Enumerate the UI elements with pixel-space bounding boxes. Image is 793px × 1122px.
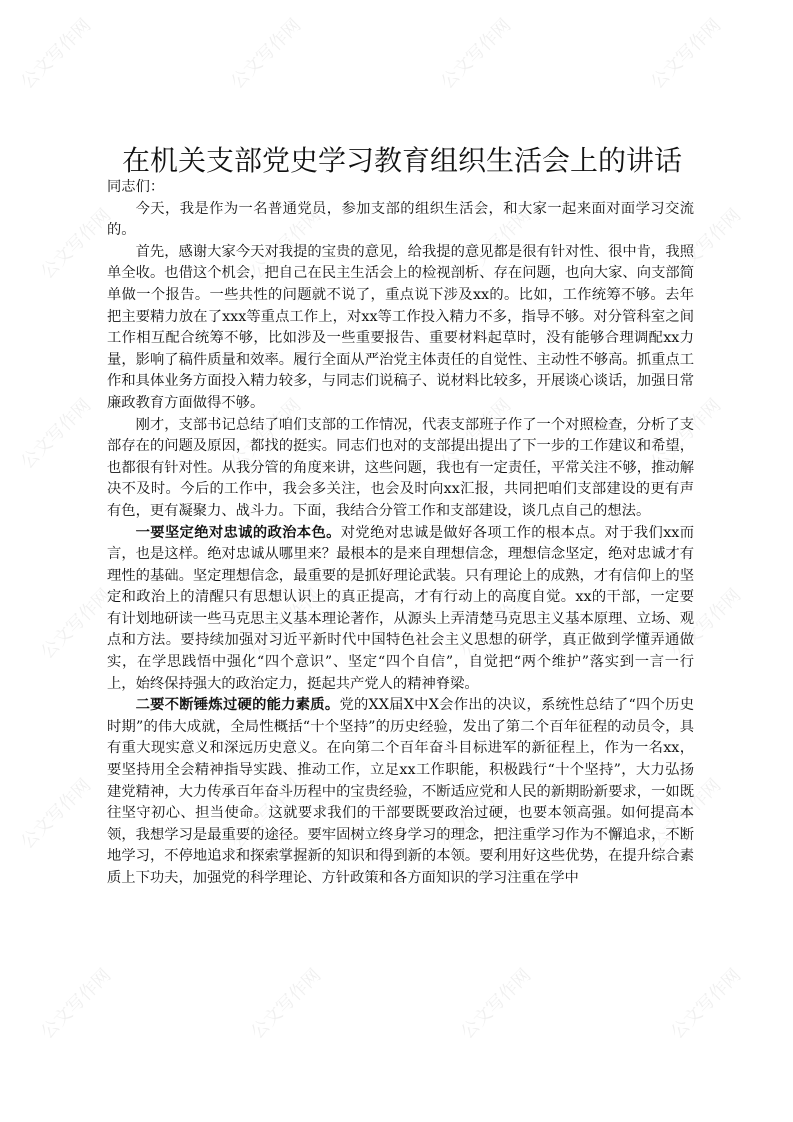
watermark-text: 公文写作网 <box>36 964 116 1044</box>
watermark-text: 公文写作网 <box>36 204 116 284</box>
watermark-text: 公文写作网 <box>16 394 96 474</box>
paragraph <box>107 199 694 242</box>
page-title: 在机关支部党史学习教育组织生活会上的讲话 <box>121 144 682 177</box>
watermark-text: 公文写作网 <box>666 584 746 664</box>
paragraph-text: 党的XX届X中X会作出的决议，系统性总结了“四个历史时期”的伟大成就，全局性概括“十个坚持”的历史经验，发出了第二个百年征程的动员令，具有重大现实意义和深远历史意义。在向第二个百年奋斗目标进军的新征程上，作为一名xx，要坚持用全会精神指导实践、推动工作，立足xx工作职能，积极践行“十个坚持”，大力弘扬建党精神，大力传承百年奋斗历程中的宝贵经验，不断适应党和人民的新期盼新要求，一如既往坚守初心、担当使命。这就要求我们的干部要既要政治过硬，也要本领高强。如何提高本领，我想学习是最重要的途径。要牢固树立终身学习的理念，把注重学习作为不懈追求，不断地学习，不停地追求和探索掌握新的知识和得到新的本领。要利用好这些优势，在提升综合素质上下功夫，加强党的科学理论、方针政策和各方面知识的学习注重在学中 <box>107 697 694 886</box>
watermark-text: 公文写作网 <box>36 584 116 664</box>
watermark-text: 公文写作网 <box>16 14 96 94</box>
paragraph-text: 对党绝对忠诚是做好各项工作的根本点。对于我们xx而言，也是这样。绝对忠诚从哪里来？最根本的是来自理想信念，理想信念坚定，绝对忠诚才有理性的基础。坚定理想信念，最重要的是抓好理论武装。只有理论上的成熟，才有信仰上的坚定和政治上的清醒只有思想认识上的真正提高，才有行动上的高度自觉。xx的干部，一定要有计划地研读一些马克思主义基本理论著作，从源头上弄清楚马克思主义基本原理、立场、观点和方法。要持续加强对习近平新时代中国特色社会主义思想的研学，真正做到学懂弄通做实，在学思践悟中强化“四个意识”、坚定“四个自信”，自觉把“两个维护”落实到一言一行上，始终保持强大的政治定力，挺起共产党人的精神脊梁。 <box>107 524 694 692</box>
paragraph <box>107 415 694 523</box>
watermark-text: 公文写作网 <box>456 964 536 1044</box>
watermark-text: 公文写作网 <box>436 774 516 854</box>
watermark-text: 公文写作网 <box>246 584 326 664</box>
paragraph <box>107 695 694 889</box>
watermark-text: 公文写作网 <box>646 14 726 94</box>
paragraph-text: 今天，我是作为一名普通党员，参加支部的组织生活会，和大家一起来面对面学习交流的。 <box>107 200 694 239</box>
paragraph <box>107 523 694 696</box>
paragraph-text: 刚才，支部书记总结了咱们支部的工作情况，代表支部班子作了一个对照检查，分析了支部存在的问题及原因，都找的挺实。同志们也对的支部提出提出了下一步的工作建议和希望，也都很有针对性。从我分管的角度来讲，这些问题，我也有一定责任，平常关注不够，推动解决不及时。今后的工作中，我会多关注，也会及时向xx汇报，共同把咱们支部建设的更有声有色，更有凝聚力、战斗力。下面，我结合分管工作和支部建设，谈几点自己的想法。 <box>107 416 694 519</box>
watermark-text: 公文写作网 <box>246 204 326 284</box>
paragraph-text: 首先，感谢大家今天对我提的宝贵的意见，给我提的意见都是很有针对性、很中肯，我照单全收。也借这个机会，把自己在民主生活会上的检视剖析、存在问题，也向大家、向支部简单做一个报告。一些共性的问题就不说了，重点说下涉及xx的。比如，工作统筹不够。去年把主要精力放在了xxx等重点工作上，对xx等工作投入精力不多，指导不够。对分管科室之间工作相互配合统筹不够，比如涉及一些重要报告、重要材料起草时，没有能够合理调配xx力量，影响了稿件质量和效率。履行全面从严治党主体责任的自觉性、主动性不够高。抓重点工作和具体业务方面投入精力较多，与同志们说稿子、说材料比较多，开展谈心谈话，加强日常廉政教育方面做得不够。 <box>107 243 694 411</box>
document-body <box>107 177 694 890</box>
watermark-text: 公文写作网 <box>666 204 746 284</box>
salutation: 同志们： <box>107 179 165 195</box>
watermark-text: 公文写作网 <box>666 964 746 1044</box>
watermark-text: 公文写作网 <box>436 394 516 474</box>
watermark-text: 公文写作网 <box>246 964 326 1044</box>
watermark-text: 公文写作网 <box>226 774 306 854</box>
watermark-text: 公文写作网 <box>16 774 96 854</box>
paragraph <box>107 242 694 415</box>
paragraph-heading: 一要坚定绝对忠诚的政治本色。 <box>135 524 341 541</box>
watermark-text: 公文写作网 <box>646 394 726 474</box>
watermark-text: 公文写作网 <box>456 584 536 664</box>
watermark-text: 公文写作网 <box>226 394 306 474</box>
watermark-text: 公文写作网 <box>646 774 726 854</box>
watermark-text: 公文写作网 <box>226 14 306 94</box>
watermark-text: 公文写作网 <box>436 14 516 94</box>
paragraph-heading: 二要不断锤炼过硬的能力素质。 <box>135 697 340 714</box>
watermark-text: 公文写作网 <box>456 204 536 284</box>
